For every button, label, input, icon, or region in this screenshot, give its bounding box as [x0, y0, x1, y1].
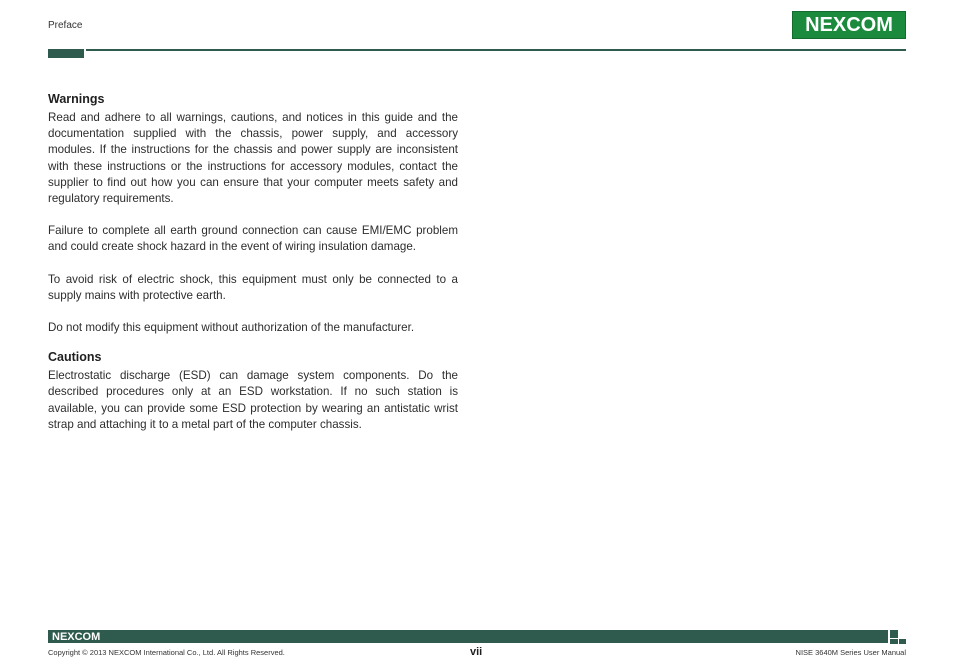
footer-logo: NEXCOM	[52, 631, 101, 643]
main-content	[48, 92, 458, 433]
corner-square	[890, 630, 898, 638]
warnings-paragraph-4: Do not modify this equipment without authorization of the manufacturer.	[48, 321, 415, 335]
manual-title: NISE 3640M Series User Manual	[795, 648, 906, 657]
section-label: Preface	[48, 20, 83, 31]
cautions-heading: Cautions	[48, 350, 102, 365]
corner-square	[890, 639, 898, 644]
warnings-paragraph-2: Failure to complete all earth ground connection can cause EMI/EMC problem and could create shock hazard in the event of wiring insulation damage.	[48, 224, 458, 254]
warnings-paragraph-3: To avoid risk of electric shock, this equipment must only be connected to a supply mains with protective earth.	[48, 272, 458, 302]
page-number: vii	[470, 646, 483, 658]
footer-bar	[48, 630, 888, 643]
copyright-text: Copyright © 2013 NEXCOM International Co., Ltd. All Rights Reserved.	[48, 648, 285, 657]
header-divider	[86, 49, 906, 51]
warnings-heading: Warnings	[48, 92, 105, 106]
nexcom-logo	[792, 11, 906, 39]
logo-text: NEXCOM	[796, 15, 902, 35]
header-accent-block	[48, 49, 84, 58]
cautions-paragraph-1: Electrostatic discharge (ESD) can damage system components. Do the described procedures only at an ESD workstation. If no such station is available, you can provide some ESD protection by wearing an antistatic wrist strap and attaching it to a metal part of the computer chassis.	[48, 369, 458, 431]
warnings-paragraph-1: Read and adhere to all warnings, cautions, and notices in this guide and the documentation supplied with the chassis, power supply, and accessory modules. If the instructions for the chassis and power supply are inconsistent with these instructions or the instructions for accessory modules, contact the supplier to find out how you can ensure that your computer meets safety and regulatory requirements.	[48, 111, 458, 206]
corner-square	[899, 639, 906, 644]
